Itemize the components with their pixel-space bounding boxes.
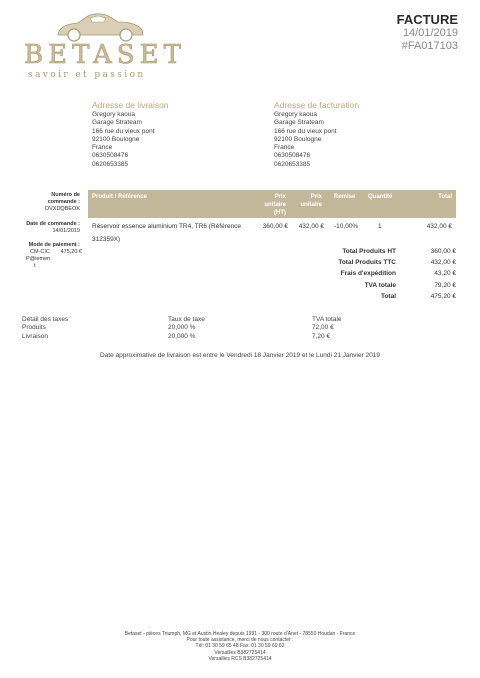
car-logo-icon — [54, 8, 146, 42]
order-date-label: Date de commande : — [26, 221, 80, 227]
total-products-ttc-label: Total Produits TTC — [338, 259, 396, 266]
payment-label: Mode de paiement : — [28, 242, 80, 248]
address-line: 0630508476 — [274, 152, 311, 160]
tax-header: Détail des taxes — [22, 316, 69, 323]
tax-name: Livraison — [22, 332, 49, 340]
tax-rate-header: Taux de taxe — [168, 316, 205, 323]
brand-wordmark: BETASET — [24, 40, 186, 70]
payment-block — [16, 242, 80, 249]
col-unit-price-header — [292, 193, 322, 209]
brand-tagline: savoir et passion — [28, 70, 146, 80]
col-unit-price-ht-header — [256, 193, 286, 217]
order-number-label: commande : — [47, 199, 80, 205]
col-quantity-header: Quantité — [368, 194, 393, 200]
footer-line: Versailles B382725414 — [214, 649, 266, 656]
footer-line: Betaset - pièces Triumph, MG et Austin Healey depuis 1991 - 300 route d'Anet - 78550 Houdan - France — [124, 631, 356, 637]
delivery-estimate: Date approximative de livraison est entre le Vendredi 18 Janvier 2019 et le Lundi 21 Janvier 2019 — [99, 352, 381, 359]
total-products-ttc-value: 432,00 € — [430, 259, 456, 266]
tax-rate: 20,000 % — [168, 324, 196, 332]
payment-amount: 475,20 € — [60, 249, 82, 255]
product-reference: 312359X) — [92, 236, 121, 243]
billing-address — [274, 100, 434, 169]
header-text: (HT) — [274, 210, 286, 216]
delivery-address-heading: Adresse de livraison — [92, 100, 169, 110]
grand-total-label: Total — [380, 293, 396, 300]
table-row — [88, 220, 456, 246]
footer-line: Pour toute assistance, merci de nous contacter : — [186, 637, 294, 644]
total-products-ht-label: Total Produits HT — [342, 248, 396, 255]
quantity: 1 — [378, 223, 382, 230]
invoice-title: FACTURE — [396, 12, 458, 27]
order-info — [16, 192, 80, 213]
tax-amount: 72,00 € — [312, 324, 334, 332]
tax-amount-header: TVA totale — [312, 316, 342, 323]
tax-name: Produits — [22, 324, 46, 332]
invoice-number: #FA017103 — [401, 40, 458, 52]
tax-amount: 7,20 € — [312, 332, 331, 340]
col-product-header: Produit / Référence — [92, 194, 148, 200]
order-number-label: Numéro de — [51, 192, 80, 198]
delivery-address — [92, 100, 252, 169]
payment-method: CM-CIC — [30, 249, 50, 255]
tax-amount-column — [312, 316, 432, 341]
total-vat-value: 79,20 € — [434, 282, 456, 289]
shipping-value: 43,20 € — [434, 270, 456, 277]
header-text: Prix — [310, 194, 322, 200]
address-line: 0630508476 — [92, 152, 129, 160]
discount: -10,00% — [334, 223, 359, 230]
address-line: Gregory kaoua — [92, 111, 135, 118]
shipping-label: Frais d'expédition — [340, 270, 396, 277]
address-line: 0620653385 — [92, 160, 129, 168]
billing-address-heading: Adresse de facturation — [274, 100, 360, 110]
payment-details — [26, 249, 82, 270]
total-products-ht-value: 360,00 € — [430, 248, 456, 255]
header-text: Prix — [274, 194, 286, 200]
address-line: Gregory kaoua — [274, 111, 317, 118]
address-line: 166 rue du vieux pont — [274, 127, 337, 135]
total-vat-label: TVA totale — [364, 282, 396, 289]
payment-line: t — [34, 263, 36, 269]
address-line: 166 rue du vieux pont — [92, 127, 155, 135]
tax-rate: 20,000 % — [168, 332, 196, 340]
footer — [0, 631, 480, 662]
order-date: 14/01/2019 — [52, 228, 80, 234]
address-line: 92100 Boulogne — [92, 135, 140, 143]
brand-logo — [24, 8, 186, 80]
address-line: France — [92, 144, 113, 152]
address-line: 0620653385 — [274, 160, 311, 168]
products-table-header — [88, 190, 456, 218]
invoice-date: 14/01/2019 — [402, 27, 458, 39]
payment-line: P@iemen — [26, 256, 51, 262]
address-line: Garage Strateam — [92, 119, 142, 127]
address-line: Garage Strateam — [274, 119, 324, 127]
grand-total-value: 475,20 € — [430, 293, 456, 300]
header-text: unitaire — [264, 202, 286, 208]
address-line: 92100 Boulogne — [274, 135, 322, 143]
tax-rate-column — [168, 316, 288, 341]
line-total: 432,00 € — [426, 223, 452, 230]
footer-line: Tél: 01 30 59 65 48 Fax: 01 30 59 69 62 — [195, 643, 285, 650]
footer-line: Versailles RCS B382725414 — [208, 655, 272, 662]
unit-price-ht: 360,00 € — [262, 223, 288, 230]
col-total-header: Total — [438, 194, 452, 200]
order-date-block — [16, 221, 80, 235]
tax-details-column — [22, 316, 142, 341]
unit-price: 432,00 € — [298, 223, 324, 230]
product-name: Réservoir essence aluminium TR4, TR6 (Référence — [92, 223, 241, 230]
col-discount-header: Remise — [334, 194, 356, 200]
order-number: OVXDQBEOK — [44, 206, 80, 212]
address-line: France — [274, 144, 295, 152]
header-text: unitaire — [300, 202, 322, 208]
